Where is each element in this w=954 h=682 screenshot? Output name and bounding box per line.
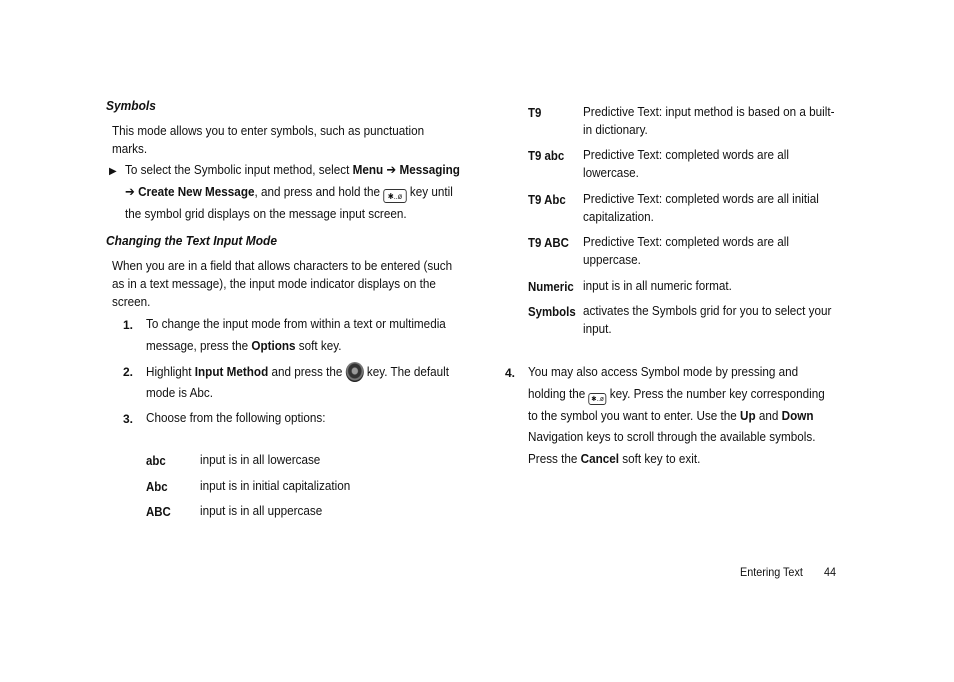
navigation-key-icon	[346, 362, 364, 382]
step-text: soft key.	[295, 338, 342, 353]
step-number-2: 2.	[123, 365, 134, 379]
step-2-line-1	[146, 362, 449, 382]
option-term-symbols: Symbols	[528, 304, 576, 319]
step-2-line-2: mode is Abc.	[146, 385, 213, 400]
create-new-message-label: Create New Message	[138, 184, 255, 199]
step-number-3: 3.	[123, 412, 134, 426]
option-desc-ABC: input is in all uppercase	[200, 503, 323, 518]
step-3-line-1: Choose from the following options:	[146, 410, 326, 425]
up-label: Up	[740, 408, 756, 423]
step-text: key until	[406, 184, 453, 199]
option-desc-symbols-line-2: input.	[583, 321, 612, 336]
option-term-abc: abc	[146, 453, 166, 468]
arrow-glyph: ➔	[383, 162, 400, 177]
option-term-Abc: Abc	[146, 479, 168, 494]
step-1-line-2	[146, 337, 342, 355]
step-text: Highlight	[146, 364, 195, 379]
option-desc-t9-line-1: Predictive Text: input method is based on a built-	[583, 104, 835, 119]
step-text: key. The default	[363, 364, 450, 379]
step-text: To select the Symbolic input method, select	[125, 162, 353, 177]
star-shift-key-icon: ✱..ø	[589, 393, 607, 405]
option-desc-t9-ABC-line-1: Predictive Text: completed words are all	[583, 234, 789, 249]
step-1-line-1: To change the input mode from within a text or multimedia	[146, 316, 446, 331]
option-desc-Abc: input is in initial capitalization	[200, 478, 351, 493]
step-text: to the symbol you want to enter. Use the	[528, 408, 741, 423]
symbols-step-line-3: the symbol grid displays on the message input screen.	[125, 206, 407, 221]
step-text: message, press the	[146, 338, 252, 353]
step-text: , and press and hold the	[254, 184, 384, 199]
option-desc-t9-abc-line-2: lowercase.	[583, 165, 639, 180]
messaging-label: Messaging	[399, 162, 460, 177]
option-desc-numeric: input is in all numeric format.	[583, 278, 732, 293]
changing-intro-line-1: When you are in a field that allows characters to be entered (such	[112, 258, 453, 273]
option-term-t9-ABC: T9 ABC	[528, 235, 569, 250]
step-number-4: 4.	[505, 366, 516, 380]
bullet-arrow-icon: ▶	[109, 166, 117, 177]
step-number-1: 1.	[123, 318, 134, 332]
changing-mode-heading: Changing the Text Input Mode	[106, 233, 277, 248]
option-term-ABC: ABC	[146, 504, 171, 519]
option-desc-t9-abc-line-1: Predictive Text: completed words are all	[583, 147, 789, 162]
changing-intro-line-2: as in a text message), the input mode indicator displays on the	[112, 276, 436, 291]
footer-section-title: Entering Text	[740, 565, 803, 579]
symbols-step-line-2	[125, 183, 453, 203]
option-desc-t9-ABC-line-2: uppercase.	[583, 252, 641, 267]
symbols-intro-line-2: marks.	[112, 141, 148, 156]
step-4-line-4: Navigation keys to scroll through the available symbols.	[528, 429, 816, 444]
down-label: Down	[781, 408, 814, 423]
symbols-step-line-1	[125, 161, 460, 179]
option-desc-t9-line-2: in dictionary.	[583, 122, 648, 137]
step-text: holding the	[528, 386, 589, 401]
options-label: Options	[251, 338, 296, 353]
step-4-line-2	[528, 385, 825, 405]
cancel-label: Cancel	[580, 451, 620, 466]
step-text: and press the	[268, 364, 346, 379]
step-4-line-5	[528, 450, 700, 468]
option-desc-abc: input is in all lowercase	[200, 452, 321, 467]
star-shift-key-icon: ✱..ø	[383, 189, 406, 203]
step-4-line-1: You may also access Symbol mode by pressing and	[528, 364, 799, 379]
step-text: and	[755, 408, 782, 423]
symbols-intro-line-1: This mode allows you to enter symbols, such as punctuation	[112, 123, 425, 138]
page-number: 44	[824, 565, 837, 579]
step-text: Press the	[528, 451, 581, 466]
option-term-t9: T9	[528, 105, 542, 120]
step-text: soft key to exit.	[619, 451, 701, 466]
option-desc-symbols-line-1: activates the Symbols grid for you to select your	[583, 303, 832, 318]
changing-intro-line-3: screen.	[112, 294, 151, 309]
option-desc-t9-Abc-line-1: Predictive Text: completed words are all initial	[583, 191, 819, 206]
symbols-heading: Symbols	[106, 98, 156, 113]
option-term-t9-abc: T9 abc	[528, 148, 565, 163]
input-method-label: Input Method	[194, 364, 269, 379]
menu-label: Menu	[352, 162, 384, 177]
step-text: key. Press the number key corresponding	[606, 386, 825, 401]
step-4-line-3	[528, 407, 814, 425]
option-desc-t9-Abc-line-2: capitalization.	[583, 209, 654, 224]
option-term-numeric: Numeric	[528, 279, 574, 294]
arrow-glyph: ➔	[125, 184, 139, 199]
option-term-t9-Abc: T9 Abc	[528, 192, 566, 207]
